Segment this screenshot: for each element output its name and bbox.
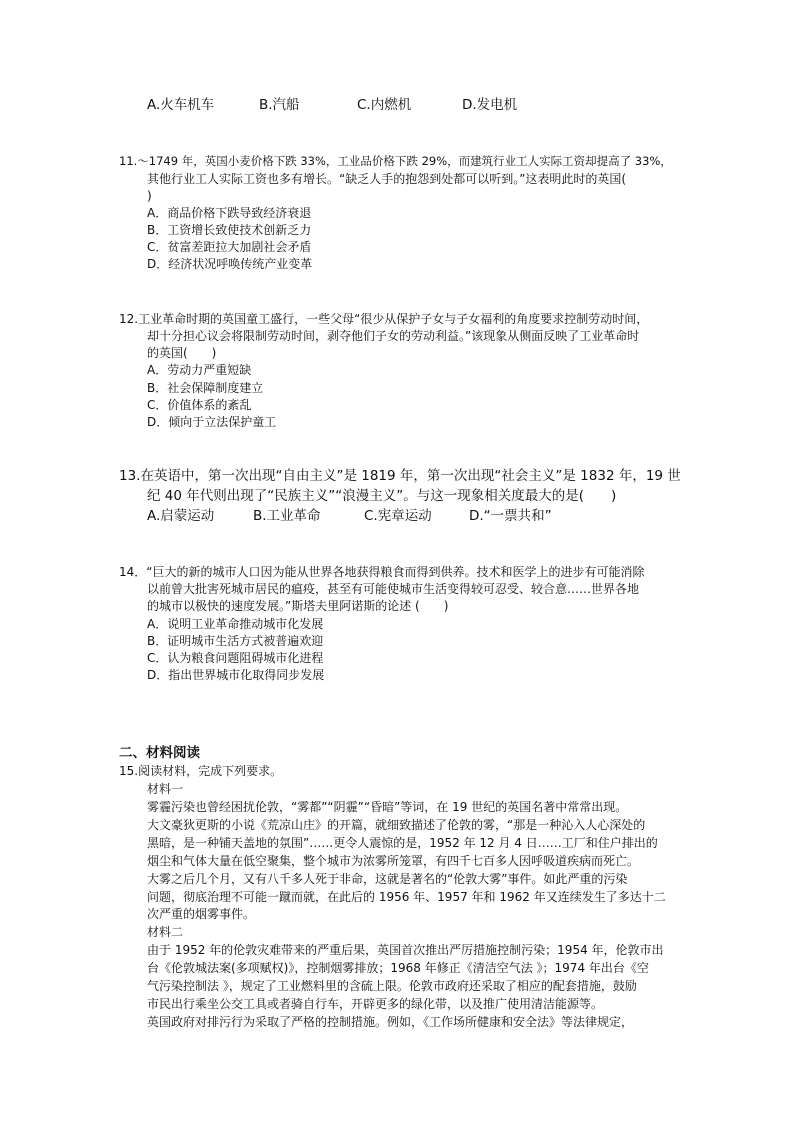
material-2-line: 由于 1952 年的伦敦灾难带来的严重后果，英国首次推出严厉措施控制污染；1954 年，伦敦市出 <box>147 943 664 957</box>
q10-option-a: A.火车机车 <box>147 97 215 113</box>
q13-option-b: B.工业革命 <box>253 508 321 524</box>
material-2-line: 气污染控制法 》，规定了工业燃料里的含硫上限。伦敦市政府还采取了相应的配套措施，鼓励 <box>147 979 637 993</box>
q14-option-b: B．证明城市生活方式被普遍欢迎 <box>147 634 324 648</box>
q11-stem-line: ) <box>147 189 152 203</box>
material-1-line: 黑暗，是一种铺天盖地的氛围”……更令人震惊的是，1952 年 12 月 4 日……工厂和住户排出的 <box>147 836 658 850</box>
material-1-line: 烟尘和气体大量在低空聚集，整个城市为浓雾所笼罩，有四千七百多人因呼吸道疾病而死亡。 <box>147 854 640 868</box>
q10-option-c: C.内燃机 <box>357 97 412 113</box>
q14-stem-line: 的城市以极快的速度发展。”斯塔夫里阿诺斯的论述 ( ) <box>147 599 449 613</box>
q12-option-b: B．社会保障制度建立 <box>147 381 264 395</box>
material-2-line: 市民出行乘坐公交工具或者骑自行车，开辟更多的绿化带，以及推广使用清洁能源等。 <box>147 997 604 1011</box>
q14-stem-line: 以前曾大批害死城市居民的瘟疫，甚至有可能使城市生活变得较可忍受、较合意……世界各地 <box>147 582 640 596</box>
material-1-line: 大文豪狄更斯的小说《荒凉山庄》的开篇，就细致描述了伦敦的雾，“那是一种沁入人心深处的 <box>147 818 646 832</box>
q12-stem-line: 的英国( ) <box>147 346 217 360</box>
q13-options <box>0 507 794 526</box>
q10-option-b: B.汽船 <box>259 97 300 113</box>
q12-stem-line: 12.工业革命时期的英国童工盛行，一些父母“很少从保护子女与子女福利的角度要求控制劳动时间， <box>119 312 649 326</box>
material-1-line: 问题，彻底治理不可能一蹴而就，在此后的 1956 年、1957 年和 1962 年又连续发生了多达十二 <box>147 890 666 904</box>
q11-option-c: C．贫富差距拉大加剧社会矛盾 <box>147 240 312 254</box>
q11-option-b: B．工资增长致使技术创新乏力 <box>147 223 312 237</box>
material-1-line: 雾霾污染也曾经困扰伦敦，“雾都”“阴霾”“昏暗”等词，在 19 世纪的英国名著中常常出现。 <box>147 800 628 814</box>
q13-stem-line: 纪 40 年代则出现了“民族主义”“浪漫主义”。与这一现象相关度最大的是( ) <box>147 488 617 504</box>
q11-option-a: A．商品价格下跌导致经济衰退 <box>147 206 312 220</box>
material-1-title: 材料一 <box>147 782 184 796</box>
section-heading: 二、材料阅读 <box>119 745 200 761</box>
material-2-line: 台《伦敦城法案(多项赋权)》，控制烟雾排放；1968 年修正《清洁空气法 》；1974 年出台《空 <box>147 961 649 975</box>
q13-option-c: C.宪章运动 <box>364 508 432 524</box>
q11-option-d: D．经济状况呼唤传统产业变革 <box>147 257 313 271</box>
q10-option-d: D.发电机 <box>462 97 518 113</box>
q12-option-a: A．劳动力严重短缺 <box>147 363 252 377</box>
q13-option-a: A.启蒙运动 <box>147 508 215 524</box>
material-1-line: 次严重的烟雾事件。 <box>147 907 256 921</box>
material-2-title: 材料二 <box>147 925 184 939</box>
q15-prompt: 15.阅读材料，完成下列要求。 <box>119 764 283 778</box>
q11-stem-line: 11.～1749 年，英国小麦价格下跌 33%，工业品价格下跌 29%，而建筑行业工人实际工资却提高了 33%， <box>119 154 672 168</box>
q14-option-c: C．认为粮食问题阻碍城市化进程 <box>147 651 324 665</box>
q13-option-d: D.“一票共和” <box>469 508 552 524</box>
q12-option-c: C．价值体系的紊乱 <box>147 398 252 412</box>
material-1-line: 大雾之后几个月，又有八千多人死于非命，这就是著名的“伦敦大雾”事件。如此严重的污染 <box>147 872 628 886</box>
q10-options <box>0 96 794 115</box>
material-2-line: 英国政府对排污行为采取了严格的控制措施。例如，《工作场所健康和安全法》等法律规定， <box>147 1015 634 1029</box>
q12-option-d: D．倾向于立法保护童工 <box>147 415 277 429</box>
q12-stem-line: 却十分担心议会将限制劳动时间，剥夺他们子女的劳动利益。”该现象从侧面反映了工业革命时 <box>147 329 640 343</box>
q11-stem-line: 其他行业工人实际工资也多有增长。“缺乏人手的抱怨到处都可以听到。”这表明此时的英国( <box>147 172 627 186</box>
q14-stem-line: 14．“巨大的新的城市人口因为能从世界各地获得粮食而得到供养。技术和医学上的进步有可能消除 <box>119 565 645 579</box>
q14-option-d: D．指出世界城市化取得同步发展 <box>147 668 325 682</box>
q14-option-a: A．说明工业革命推动城市化发展 <box>147 617 324 631</box>
q13-stem-line: 13.在英语中，第一次出现“自由主义”是 1819 年，第一次出现“社会主义”是 1832 年，19 世 <box>119 468 681 484</box>
